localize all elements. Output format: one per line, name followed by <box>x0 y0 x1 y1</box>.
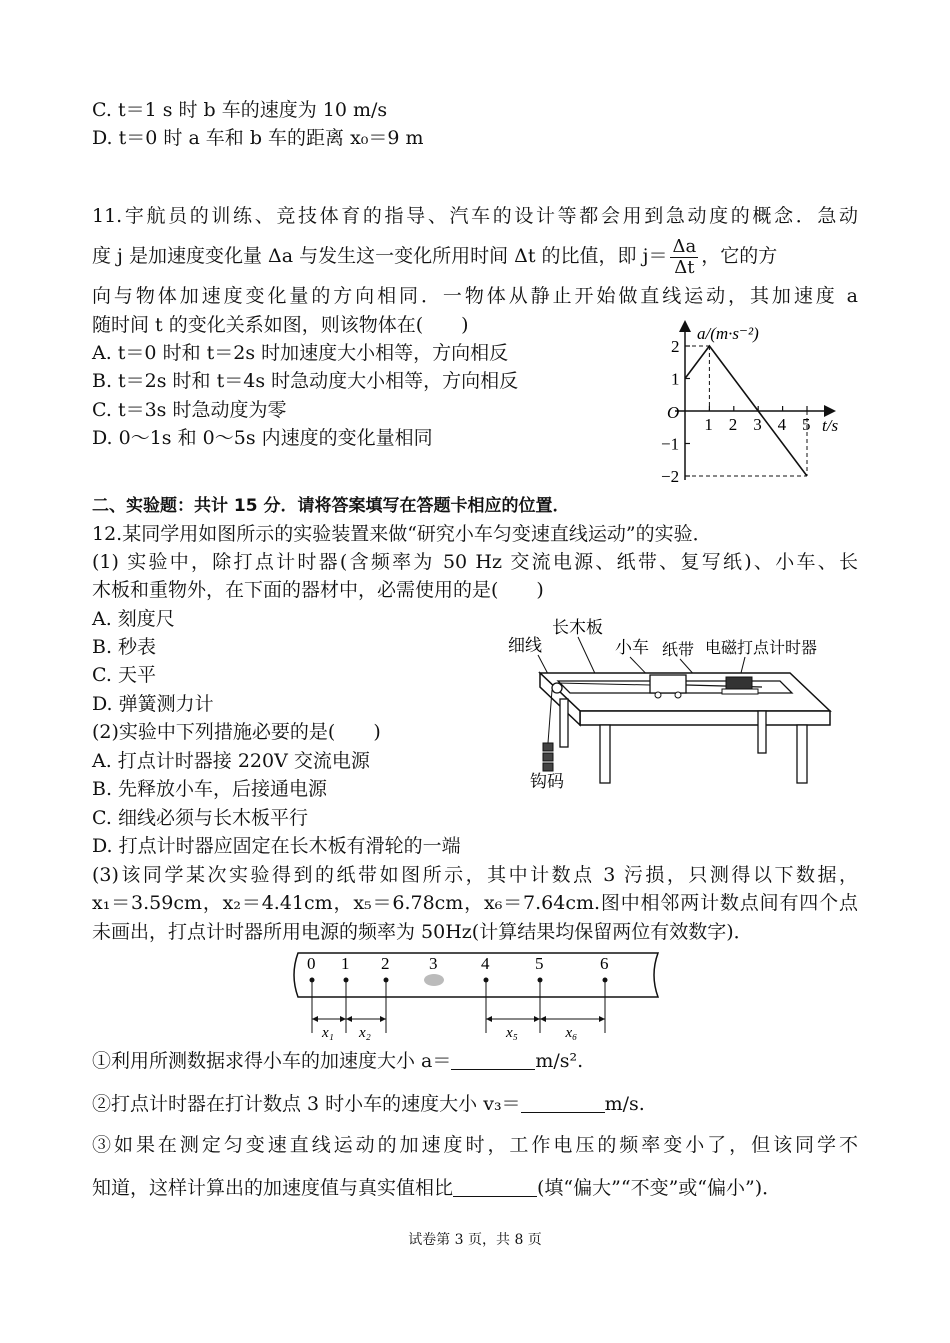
q12-part3-line2: x₁＝3.59cm，x₂＝4.41cm，x₅＝6.78cm，x₆＝7.64cm.图中相邻两计数点间有四个点 <box>92 892 858 914</box>
q12-part2-option-a: A. 打点计时器接 220V 交流电源 <box>92 750 370 772</box>
segment-label: x₅ <box>506 1025 518 1041</box>
dimension-arrow <box>346 1016 352 1022</box>
table-leg <box>758 711 766 753</box>
x-tick-label: 1 <box>704 415 713 434</box>
x-tick-label: 3 <box>753 415 762 434</box>
counting-point-label: 4 <box>481 954 490 973</box>
q12-sub2 <box>92 1092 645 1116</box>
counting-point-label: 1 <box>341 954 350 973</box>
q12-part1-line1: (1) 实验中，除打点计时器(含频率为 50 Hz 交流电源、纸带、复写纸)、小车、长 <box>92 551 858 573</box>
sub3-hint: (填“偏大”“不变”或“偏小”)． <box>537 1177 782 1199</box>
table-leg <box>600 725 610 783</box>
label-weight: 钩码 <box>530 772 564 792</box>
counting-point-label: 3 <box>429 954 438 973</box>
q12-part3-line3: 未画出，打点计时器所用电源的频率为 50Hz(计算结果均保留两位有效数字)． <box>92 921 753 943</box>
q11-option-b: B. t＝2s 时和 t＝4s 时急动度大小相等，方向相反 <box>92 370 519 392</box>
q11-option-d: D. 0～1s 和 0～5s 内速度的变化量相同 <box>92 427 433 449</box>
label-board: 长木板 <box>552 618 603 638</box>
counting-point-label: 0 <box>307 954 316 973</box>
table-leg <box>560 699 568 747</box>
label-cart: 小车 <box>615 638 649 658</box>
velocity-answer-blank[interactable] <box>521 1094 605 1113</box>
q12-sub3-line2 <box>92 1176 781 1200</box>
origin-label: O <box>667 403 680 422</box>
cart-wheel <box>675 692 681 698</box>
q12-part1-option-d: D. 弹簧测力计 <box>92 693 214 715</box>
dimension-arrow <box>599 1016 605 1022</box>
paper-tape-figure <box>288 945 663 1045</box>
section-2-heading: 二、实验题：共计 15 分．请将答案填写在答题卡相应的位置． <box>92 496 570 516</box>
timer-base <box>722 689 758 694</box>
dimension-arrow <box>380 1016 386 1022</box>
q12-part2-option-b: B. 先释放小车，后接通电源 <box>92 778 328 800</box>
experiment-apparatus-figure <box>500 615 845 800</box>
q12-part3-line1: (3)该同学某次实验得到的纸带如图所示，其中计数点 3 污损，只测得以下数据， <box>92 864 858 886</box>
sub1-text: ①利用所测数据求得小车的加速度大小 a＝ <box>92 1050 452 1072</box>
cart <box>650 675 686 693</box>
sub2-text: ②打点计时器在打计数点 3 时小车的速度大小 v₃＝ <box>92 1093 521 1115</box>
q10-option-d: D. t＝0 时 a 车和 b 车的距离 x₀＝9 m <box>92 127 424 149</box>
y-tick-label: −1 <box>661 434 680 454</box>
x-tick-label: 5 <box>802 415 811 434</box>
sub2-unit: m/s. <box>604 1093 645 1115</box>
q11-line2-pre: 度 j 是加速度变化量 Δa 与发生这一变化所用时间 Δt 的比值，即 j＝ <box>92 245 668 267</box>
label-timer: 电磁打点计时器 <box>705 638 818 657</box>
q11-stem-line2 <box>92 232 777 280</box>
fraction-denominator: Δt <box>674 256 695 278</box>
y-tick-label: 2 <box>671 337 680 356</box>
counting-point-label: 2 <box>381 954 390 973</box>
segment-label: x₁ <box>322 1025 334 1041</box>
dimension-arrow <box>340 1016 346 1022</box>
q12-part2-option-c: C. 细线必须与长木板平行 <box>92 807 308 829</box>
q11-option-a: A. t＝0 时和 t＝2s 时加速度大小相等，方向相反 <box>92 342 509 364</box>
hooked-weight <box>543 743 553 751</box>
q12-part1-option-b: B. 秒表 <box>92 636 157 658</box>
cart-wheel <box>655 692 661 698</box>
q11-stem-line1: 11.宇航员的训练、竞技体育的指导、汽车的设计等都会用到急动度的概念．急动 <box>92 205 858 227</box>
q10-option-c: C. t＝1 s 时 b 车的速度为 10 m/s <box>92 99 388 121</box>
q11-option-c: C. t＝3s 时急动度为零 <box>92 399 287 421</box>
jerk-fraction <box>670 237 698 278</box>
table-edge <box>580 711 830 725</box>
q12-sub3-line1: ③如果在测定匀变速直线运动的加速度时，工作电压的频率变小了，但该同学不 <box>92 1134 858 1156</box>
q12-stem: 12.某同学用如图所示的实验装置来做“研究小车匀变速直线运动”的实验． <box>92 523 712 545</box>
dimension-arrow <box>486 1016 492 1022</box>
x-tick-label: 4 <box>777 415 787 434</box>
y-tick-label: −2 <box>661 467 680 486</box>
y-axis-label: a/(m·s⁻²) <box>697 324 759 343</box>
label-string: 细线 <box>508 636 542 656</box>
counting-point-label: 5 <box>535 954 544 973</box>
segment-label: x₆ <box>565 1025 578 1041</box>
label-tape: 纸带 <box>662 640 695 659</box>
acceleration-time-graph <box>655 315 855 490</box>
x-axis-label: t/s <box>822 416 839 435</box>
q12-sub1 <box>92 1049 583 1073</box>
q12-part2-stem: (2)实验中下列措施必要的是( ) <box>92 721 381 743</box>
q11-line2-post: ，它的方 <box>701 245 778 267</box>
sub1-unit: m/s². <box>535 1050 584 1072</box>
q12-part1-option-c: C. 天平 <box>92 664 156 686</box>
page-footer: 试卷第 3 页，共 8 页 <box>408 1232 542 1248</box>
hooked-weight <box>543 753 553 761</box>
pulley <box>552 683 562 693</box>
q11-stem-line4: 随时间 t 的变化关系如图，则该物体在( ) <box>92 314 469 336</box>
q11-stem-line3: 向与物体加速度变化量的方向相同．一物体从静止开始做直线运动，其加速度 a <box>92 285 858 307</box>
dimension-arrow <box>534 1016 540 1022</box>
y-tick-label: 1 <box>671 369 680 389</box>
acceleration-answer-blank[interactable] <box>451 1051 535 1070</box>
counting-point-label: 6 <box>600 954 609 973</box>
comparison-answer-blank[interactable] <box>453 1178 537 1197</box>
hooked-weight <box>543 763 553 771</box>
string-vertical <box>548 690 552 743</box>
x-tick-label: 2 <box>728 415 738 434</box>
table-leg <box>797 725 807 783</box>
fraction-numerator: Δa <box>672 235 697 257</box>
dimension-arrow <box>312 1016 318 1022</box>
q12-part2-option-d: D. 打点计时器应固定在长木板有滑轮的一端 <box>92 835 461 857</box>
dimension-arrow <box>540 1016 546 1022</box>
segment-label: x₂ <box>359 1025 371 1041</box>
stain-mark <box>424 974 444 986</box>
q12-part1-line2: 木板和重物外，在下面的器材中，必需使用的是( ) <box>92 579 544 601</box>
sub3-text: 知道，这样计算出的加速度值与真实值相比 <box>92 1177 454 1199</box>
q12-part1-option-a: A. 刻度尺 <box>92 608 175 630</box>
